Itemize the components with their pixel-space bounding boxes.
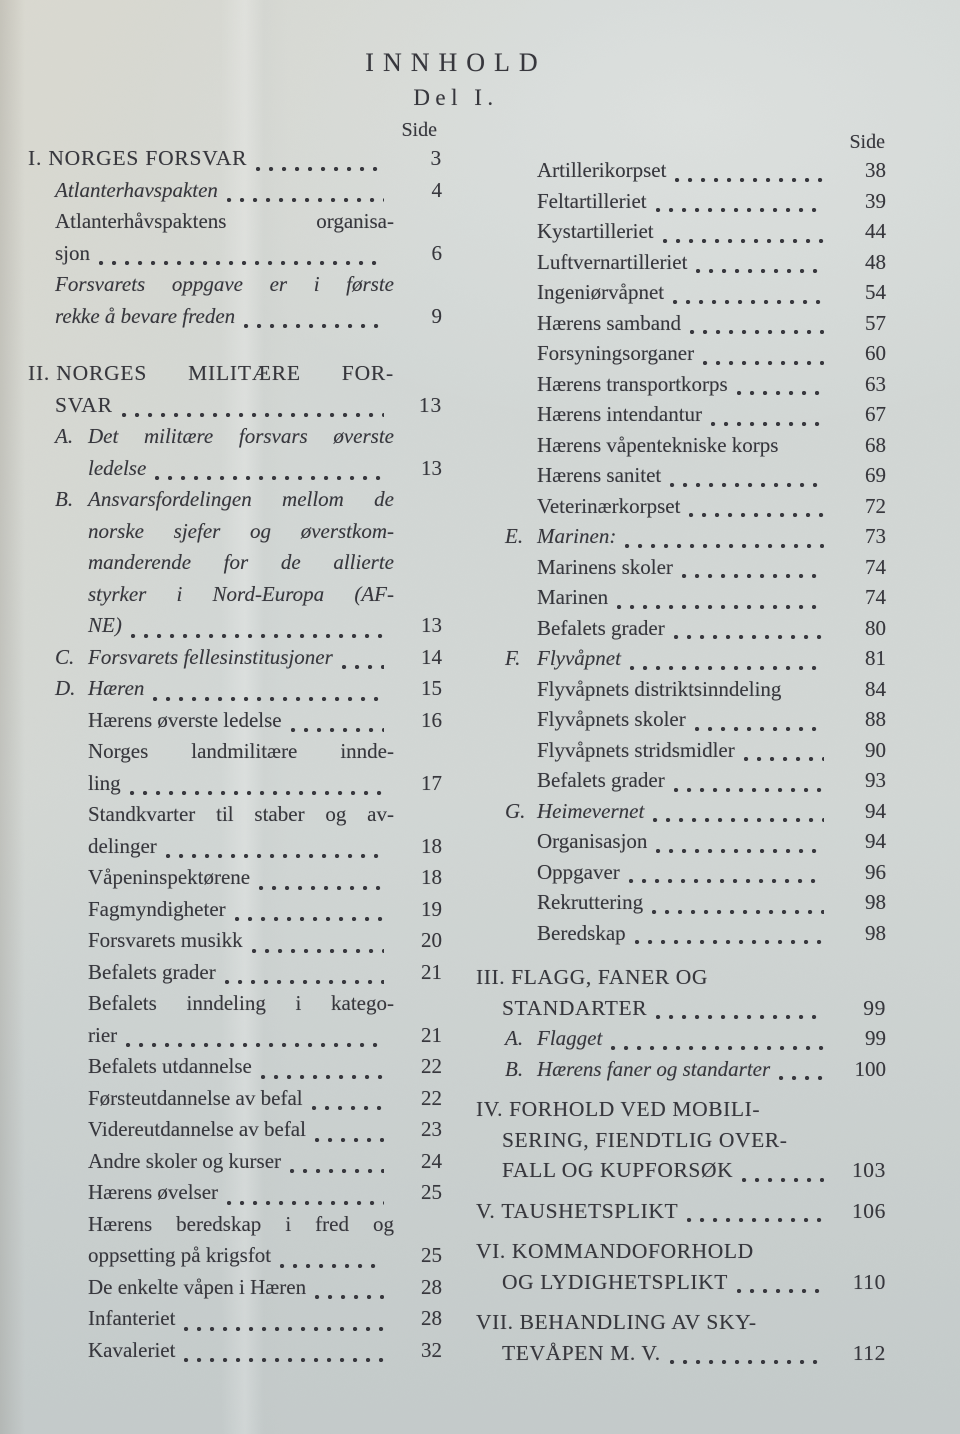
toc-entry-text: Befalets grader	[537, 768, 665, 792]
toc-page-number: 22	[421, 1054, 442, 1078]
toc-entry	[476, 996, 886, 1027]
toc-leader-dots	[611, 1046, 824, 1050]
toc-entry-text: STANDARTER	[502, 995, 648, 1020]
toc-leader-dots	[315, 1295, 384, 1299]
toc-entry-text: Rekruttering	[537, 890, 644, 914]
toc-leader-dots	[130, 791, 384, 795]
toc-leader-dots	[315, 1138, 384, 1142]
toc-entry-text: FORHOLD VED MOBILI-	[509, 1097, 761, 1121]
toc-entry-text: TAUSHETSPLIKT	[501, 1198, 679, 1223]
toc-page-number: 80	[865, 615, 886, 640]
toc-page-number: 68	[865, 432, 886, 457]
toc-leader-dots	[675, 178, 824, 182]
toc-entry	[476, 738, 886, 769]
toc-entry-text: Veterinærkorpset	[537, 493, 681, 518]
toc-leader-dots	[670, 483, 824, 487]
toc-entry-text: Flyvåpnets skoler	[537, 707, 686, 731]
toc-entry-text: Standkvarter til staber og av-	[88, 802, 394, 826]
toc-leader-dots	[682, 574, 824, 578]
toc-entry	[28, 1180, 442, 1212]
toc-leader-dots	[99, 261, 384, 265]
toc-leader-dots	[689, 513, 824, 517]
toc-entry-text: Marinen:	[537, 524, 617, 548]
toc-page-number: 25	[421, 1180, 442, 1204]
toc-page-number: 4	[431, 177, 442, 202]
toc-entry	[28, 613, 442, 645]
toc-entry-label: B.	[55, 487, 74, 511]
toc-entry	[28, 991, 442, 1023]
toc-leader-dots	[184, 1358, 384, 1362]
toc-entry-text: Førsteutdannelse av befal	[88, 1085, 303, 1110]
toc-entry-text: styrker i Nord-Europa (AF-	[88, 581, 394, 606]
toc-page-number: 28	[421, 1274, 442, 1299]
toc-entry	[476, 555, 886, 586]
toc-page-number: 18	[421, 865, 442, 889]
toc-entry-text: Våpeninspektørene	[88, 865, 251, 889]
toc-entry-label: VII.	[476, 1310, 514, 1334]
toc-page-number: 72	[865, 493, 886, 518]
toc-page-number: 100	[854, 1056, 886, 1081]
toc-entry-text: Ansvarsfordelingen mellom de	[88, 487, 394, 511]
toc-entry	[476, 829, 886, 860]
toc-entry	[28, 424, 442, 456]
toc-entry-label: V.	[476, 1198, 496, 1223]
page-subtitle: Del I.	[413, 85, 499, 110]
toc-entry-text: oppsetting på krigsfot	[88, 1243, 272, 1267]
toc-leader-dots	[690, 330, 824, 334]
toc-page-number: 60	[865, 341, 886, 365]
toc-page-number: 22	[421, 1085, 442, 1110]
toc-entry-label: D.	[55, 676, 76, 700]
toc-entry	[476, 158, 886, 189]
toc-page-number: 6	[431, 240, 442, 265]
toc-page-number: 103	[851, 1158, 886, 1182]
page-title: INNHOLD	[365, 48, 547, 77]
toc-entry-text: FALL OG KUPFORSØK	[502, 1158, 734, 1182]
toc-entry-text: Flyvåpnets stridsmidler	[537, 737, 735, 762]
toc-entry-text: Hærens intendantur	[537, 402, 703, 426]
toc-entry	[476, 250, 886, 281]
toc-entry-text: Hærens sanitet	[537, 463, 662, 487]
toc-entry-text: Kystartilleriet	[537, 219, 654, 243]
toc-entry	[28, 241, 442, 273]
toc-entry-text: Hærens samband	[537, 310, 682, 335]
toc-page-number: 98	[865, 920, 886, 945]
toc-page-number: 13	[421, 455, 442, 480]
toc-entry	[476, 1057, 886, 1088]
toc-leader-dots	[656, 849, 824, 853]
toc-page-number: 99	[863, 995, 886, 1020]
toc-entry-text: Befalets grader	[88, 959, 216, 984]
toc-entry-text: NORGES MILITÆRE FOR-	[56, 361, 394, 385]
toc-leader-dots	[227, 1201, 384, 1205]
toc-entry	[476, 341, 886, 372]
toc-entry	[28, 1338, 442, 1370]
toc-leader-dots	[656, 208, 824, 212]
toc-entry	[28, 1054, 442, 1086]
toc-entry	[28, 146, 442, 178]
toc-entry-text: Oppgaver	[537, 859, 620, 884]
toc-leader-dots	[703, 361, 824, 365]
toc-entry-text: norske sjefer og øverstkom-	[88, 518, 394, 543]
toc-page-number: 17	[421, 770, 442, 795]
toc-leader-dots	[259, 886, 384, 890]
toc-page-number: 57	[865, 310, 886, 335]
toc-entry	[476, 280, 886, 311]
toc-leader-dots	[711, 422, 824, 426]
toc-entry	[28, 304, 442, 336]
toc-page-number: 84	[865, 676, 886, 701]
toc-leader-dots	[184, 1327, 384, 1331]
toc-column-left	[28, 146, 442, 1369]
toc-leader-dots	[235, 917, 384, 921]
toc-page-number: 39	[865, 188, 886, 213]
toc-page-number: 93	[865, 768, 886, 792]
toc-entry	[28, 802, 442, 834]
toc-entry	[476, 890, 886, 921]
toc-entry	[28, 960, 442, 992]
toc-page-number: 44	[865, 219, 886, 243]
toc-leader-dots	[656, 1015, 824, 1019]
toc-entry	[28, 834, 442, 866]
toc-page-number: 28	[421, 1306, 442, 1330]
toc-page-number: 9	[431, 303, 442, 328]
toc-page-number: 90	[865, 737, 886, 762]
toc-entry	[476, 1239, 886, 1270]
side-column-header-right: Side	[849, 131, 885, 153]
toc-page-number: 67	[865, 402, 886, 426]
toc-entry-text: Hærens våpentekniske korps	[537, 432, 779, 457]
toc-entry-text: KOMMANDOFORHOLD	[511, 1239, 754, 1263]
toc-entry-text: manderende for de allierte	[88, 550, 394, 574]
toc-entry	[476, 402, 886, 433]
toc-entry	[28, 1117, 442, 1149]
toc-leader-dots	[312, 1106, 384, 1110]
toc-leader-dots	[126, 1043, 384, 1047]
toc-entry	[28, 550, 442, 582]
toc-entry	[476, 463, 886, 494]
toc-leader-dots	[737, 391, 824, 395]
toc-entry-text: Hærens øverste ledelse	[88, 707, 282, 732]
toc-page-number: 98	[865, 890, 886, 914]
toc-entry-text: Kavaleriet	[88, 1337, 176, 1362]
toc-entry-label: A.	[55, 424, 74, 448]
toc-leader-dots	[744, 757, 824, 761]
toc-leader-dots	[122, 413, 384, 417]
toc-entry	[476, 1097, 886, 1128]
toc-column-right	[476, 158, 886, 1371]
toc-leader-dots	[674, 635, 824, 639]
toc-leader-dots	[674, 788, 824, 792]
toc-entry	[28, 393, 442, 425]
toc-entry-label: IV.	[476, 1097, 504, 1121]
toc-leader-dots	[291, 728, 384, 732]
toc-entry-label: A.	[505, 1026, 524, 1050]
toc-page-number: 23	[421, 1117, 442, 1141]
toc-entry-text: Befalets inndeling i katego-	[88, 991, 394, 1015]
toc-entry	[28, 897, 442, 929]
toc-entry	[28, 487, 442, 519]
toc-entry-text: rekke å bevare freden	[55, 303, 236, 328]
toc-entry-text: Forsyningsorganer	[537, 341, 695, 365]
toc-leader-dots	[673, 300, 824, 304]
toc-entry	[476, 707, 886, 738]
toc-page-number: 18	[421, 833, 442, 858]
toc-leader-dots	[652, 910, 824, 914]
toc-entry-text: Videreutdannelse av befal	[88, 1117, 306, 1141]
toc-entry-text: delinger	[88, 833, 157, 858]
toc-entry	[28, 1306, 442, 1338]
toc-entry	[476, 1341, 886, 1372]
toc-leader-dots	[290, 1169, 384, 1173]
toc-page-number: 94	[865, 798, 886, 823]
toc-page-number: 38	[865, 158, 886, 182]
toc-entry-text: Fagmyndigheter	[88, 896, 226, 921]
toc-entry-text: Befalets utdannelse	[88, 1054, 252, 1078]
toc-entry-text: NORGES FORSVAR	[48, 146, 248, 170]
toc-entry-text: Organisasjon	[537, 829, 648, 853]
toc-leader-dots	[617, 605, 824, 609]
toc-entry	[28, 1086, 442, 1118]
toc-page-number: 88	[865, 707, 886, 731]
toc-entry-text: Beredskap	[537, 920, 626, 945]
toc-entry	[28, 361, 442, 393]
toc-entry	[28, 676, 442, 708]
toc-entry-label: G.	[505, 798, 526, 823]
toc-leader-dots	[653, 818, 824, 822]
toc-entry-text: Marinen	[537, 585, 609, 609]
toc-entry-text: Det militære forsvars øverste	[88, 424, 394, 448]
toc-leader-dots	[153, 697, 384, 701]
toc-leader-dots	[670, 1360, 824, 1364]
toc-entry-text: Artillerikorpset	[537, 158, 667, 182]
toc-entry-label: B.	[505, 1056, 524, 1081]
toc-entry-text: Forsvarets musikk	[88, 928, 243, 952]
toc-entry	[476, 1128, 886, 1159]
toc-entry	[476, 1158, 886, 1189]
toc-page-number: 15	[421, 676, 442, 700]
toc-leader-dots	[131, 634, 384, 638]
toc-entry	[28, 209, 442, 241]
toc-entry	[476, 189, 886, 220]
toc-entry	[476, 433, 886, 464]
toc-page-number: 16	[421, 707, 442, 732]
toc-leader-dots	[779, 1076, 824, 1080]
side-column-header-left: Side	[401, 119, 437, 141]
toc-entry	[476, 219, 886, 250]
toc-leader-dots	[155, 476, 384, 480]
toc-entry	[28, 739, 442, 771]
toc-entry	[28, 1243, 442, 1275]
toc-leader-dots	[737, 1289, 824, 1293]
toc-entry-text: Flagget	[537, 1026, 603, 1050]
toc-entry	[476, 1310, 886, 1341]
toc-entry-text: Hærens øvelser	[88, 1180, 219, 1204]
toc-leader-dots	[166, 854, 384, 858]
toc-entry-text: Hærens faner og standarter	[537, 1056, 771, 1081]
toc-entry-text: Forsvarets fellesinstitusjoner	[88, 644, 333, 669]
toc-page-number: 96	[865, 859, 886, 884]
toc-leader-dots	[225, 980, 384, 984]
toc-entry-text: Andre skoler og kurser	[88, 1148, 282, 1173]
toc-entry	[476, 372, 886, 403]
toc-leader-dots	[630, 666, 824, 670]
toc-page-number: 14	[421, 644, 442, 669]
toc-leader-dots	[695, 727, 824, 731]
toc-page-number: 94	[865, 829, 886, 853]
toc-page-number: 13	[421, 613, 442, 637]
toc-entry-text: Feltartilleriet	[537, 188, 647, 213]
toc-entry	[476, 524, 886, 555]
toc-entry-label: I.	[28, 146, 43, 170]
toc-entry-text: Infanteriet	[88, 1306, 176, 1330]
toc-leader-dots	[342, 665, 384, 669]
toc-entry	[28, 582, 442, 614]
toc-page-number: 24	[421, 1148, 442, 1173]
toc-page-number: 106	[851, 1198, 886, 1223]
toc-entry-text: ledelse	[88, 455, 147, 480]
toc-entry	[476, 1199, 886, 1230]
toc-entry-text: ling	[88, 770, 121, 795]
toc-leader-dots	[261, 1075, 384, 1079]
toc-page-number: 21	[421, 959, 442, 984]
toc-leader-dots	[227, 198, 384, 202]
toc-page-number: 20	[421, 928, 442, 952]
toc-page-number: 32	[421, 1337, 442, 1362]
toc-entry-text: Luftvernartilleriet	[537, 249, 688, 274]
toc-entry	[476, 965, 886, 996]
toc-entry-label: VI.	[476, 1239, 506, 1263]
toc-entry	[476, 860, 886, 891]
toc-entry-text: sjon	[55, 240, 91, 265]
toc-entry-text: Norges landmilitære innde-	[88, 739, 394, 763]
toc-page-number: 69	[865, 463, 886, 487]
toc-entry	[476, 921, 886, 952]
toc-entry-label: II.	[28, 361, 51, 385]
toc-page-number: 81	[865, 646, 886, 670]
toc-entry-text: Hæren	[88, 676, 145, 700]
toc-page-number: 3	[430, 146, 442, 170]
toc-entry	[28, 1023, 442, 1055]
toc-entry	[476, 616, 886, 647]
toc-entry-text: Marinens skoler	[537, 554, 673, 579]
toc-entry	[476, 799, 886, 830]
toc-entry-text: rier	[88, 1022, 118, 1047]
toc-entry-text: NE)	[88, 613, 122, 637]
toc-entry	[28, 519, 442, 551]
toc-entry	[28, 1212, 442, 1244]
toc-entry-label: C.	[55, 644, 75, 669]
toc-page-number: 25	[421, 1243, 442, 1267]
toc-entry-text: Flyvåpnet	[537, 646, 621, 670]
toc-entry	[28, 645, 442, 677]
toc-page-number: 73	[865, 524, 886, 548]
toc-page-number: 54	[865, 280, 886, 304]
toc-entry	[28, 771, 442, 803]
toc-leader-dots	[696, 269, 824, 273]
toc-leader-dots	[252, 949, 384, 953]
toc-entry-text: De enkelte våpen i Hæren	[88, 1274, 307, 1299]
toc-entry-label: E.	[505, 524, 524, 548]
toc-entry-text: OG LYDIGHETSPLIKT	[502, 1269, 729, 1294]
toc-entry	[28, 456, 442, 488]
toc-leader-dots	[663, 239, 824, 243]
toc-page-number: 99	[865, 1026, 886, 1050]
toc-entry-label: III.	[476, 965, 506, 989]
toc-entry-text: Hærens beredskap i fred og	[88, 1211, 394, 1236]
toc-entry-text: TEVÅPEN M. V.	[502, 1340, 661, 1365]
toc-entry-text: Heimevernet	[537, 798, 645, 823]
toc-page-number: 74	[865, 585, 886, 609]
toc-page-number: 74	[865, 554, 886, 579]
toc-entry-text: Atlanterhavspakten	[55, 177, 218, 202]
toc-page-number: 112	[852, 1340, 886, 1365]
toc-entry	[28, 928, 442, 960]
toc-entry-text: SVAR	[55, 392, 113, 417]
toc-page-number: 19	[421, 896, 442, 921]
toc-entry	[476, 311, 886, 342]
toc-entry-text: BEHANDLING AV SKY-	[519, 1310, 757, 1334]
toc-entry-text: Forsvarets oppgave er i første	[55, 272, 394, 296]
toc-page-number: 21	[421, 1022, 442, 1047]
toc-entry-text: SERING, FIENDTLIG OVER-	[502, 1127, 788, 1152]
toc-leader-dots	[687, 1218, 824, 1222]
toc-entry	[476, 585, 886, 616]
toc-entry-text: FLAGG, FANER OG	[511, 965, 708, 989]
toc-page-number: 63	[865, 371, 886, 396]
toc-entry	[476, 1026, 886, 1057]
toc-entry	[476, 677, 886, 708]
toc-page-number: 48	[865, 249, 886, 274]
toc-entry	[476, 494, 886, 525]
toc-leader-dots	[742, 1178, 824, 1182]
toc-entry	[476, 768, 886, 799]
toc-entry-text: Flyvåpnets distriktsinndeling	[537, 676, 782, 701]
toc-entry-text: Hærens transportkorps	[537, 371, 728, 396]
toc-entry	[28, 178, 442, 210]
toc-entry-text: Atlanterhåvspaktens organisa-	[55, 209, 394, 233]
toc-leader-dots	[635, 940, 824, 944]
toc-page-number: 13	[418, 392, 442, 417]
toc-entry-text: Befalets grader	[537, 615, 665, 640]
toc-page-number: 110	[852, 1269, 886, 1294]
toc-leader-dots	[629, 879, 824, 883]
toc-leader-dots	[256, 167, 384, 171]
toc-entry-label: F.	[505, 646, 521, 670]
toc-leader-dots	[280, 1264, 384, 1268]
toc-leader-dots	[625, 544, 824, 548]
toc-entry	[28, 865, 442, 897]
toc-entry	[28, 1149, 442, 1181]
toc-entry-text: Ingeniørvåpnet	[537, 280, 665, 304]
toc-entry	[28, 1275, 442, 1307]
toc-entry	[476, 1270, 886, 1301]
toc-entry	[28, 708, 442, 740]
toc-entry	[476, 646, 886, 677]
toc-leader-dots	[244, 324, 384, 328]
toc-entry	[28, 272, 442, 304]
